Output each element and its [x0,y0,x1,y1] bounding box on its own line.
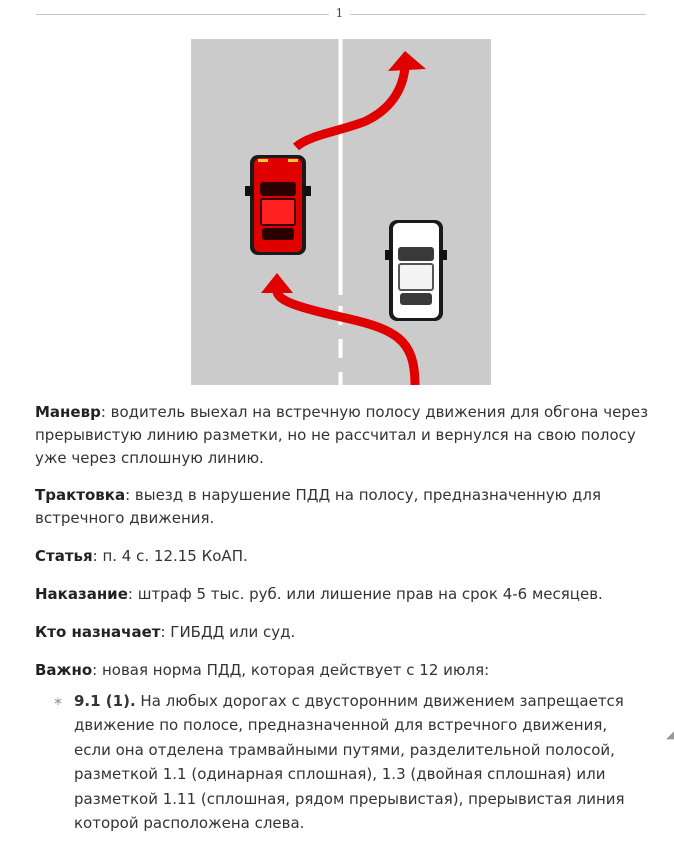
label-maneuver: Маневр [35,403,101,421]
label-authority: Кто назначает [35,623,161,641]
label-article: Статья [35,547,93,565]
label-penalty: Наказание [35,585,128,603]
text-penalty: : штраф 5 тыс. руб. или лишение прав на срок 4-6 месяцев. [127,585,603,603]
paragraph-interpretation [35,484,655,530]
bullet-icon: ∗ [53,694,64,708]
white-car [385,220,447,321]
scroll-edge-icon: ◢ [666,728,674,741]
paragraph-article [35,545,655,568]
paragraph-maneuver [35,401,655,470]
solid-line [339,39,343,295]
label-important: Важно [35,661,93,679]
text-article: : п. 4 с. 12.15 КоАП. [92,547,248,565]
text-authority: : ГИБДД или суд. [160,623,296,641]
text-maneuver: : водитель выехал на встречную полосу движения для обгона через прерывистую линию разметки, но не рассчитал и вернулся на свою полосу уже через сплошную линию. [35,403,649,467]
paragraph-penalty [35,583,655,606]
red-car [245,155,311,255]
header-divider-right [350,14,646,15]
text-interpretation: : выезд в нарушение ПДД на полосу, предназначенную для встречного движения. [35,486,601,527]
page-number: 1 [335,6,344,20]
dash-segment [339,372,343,385]
rule-item [74,689,644,835]
overtaking-diagram [191,39,491,385]
rule-text: На любых дорогах с двусторонним движением запрещается движение по полосе, предназначенной для встречного движения, если она отделена трамвайными путями, разделительной полосой, разметкой 1.1 (одинарная сплошная), 1.3 (двойная сплошная) или разметкой 1.11 (сплошная, рядом прерывистая), прерывистая линия которой расположена слева. [74,692,625,833]
paragraph-authority [35,621,655,644]
label-interpretation: Трактовка [35,486,126,504]
header-divider-left [36,14,329,15]
text-important: : новая норма ПДД, которая действует с 12 июля: [92,661,490,679]
article-body [35,401,655,697]
rule-number: 9.1 (1). [74,692,136,710]
dash-segment [339,339,343,358]
paragraph-important [35,659,655,682]
